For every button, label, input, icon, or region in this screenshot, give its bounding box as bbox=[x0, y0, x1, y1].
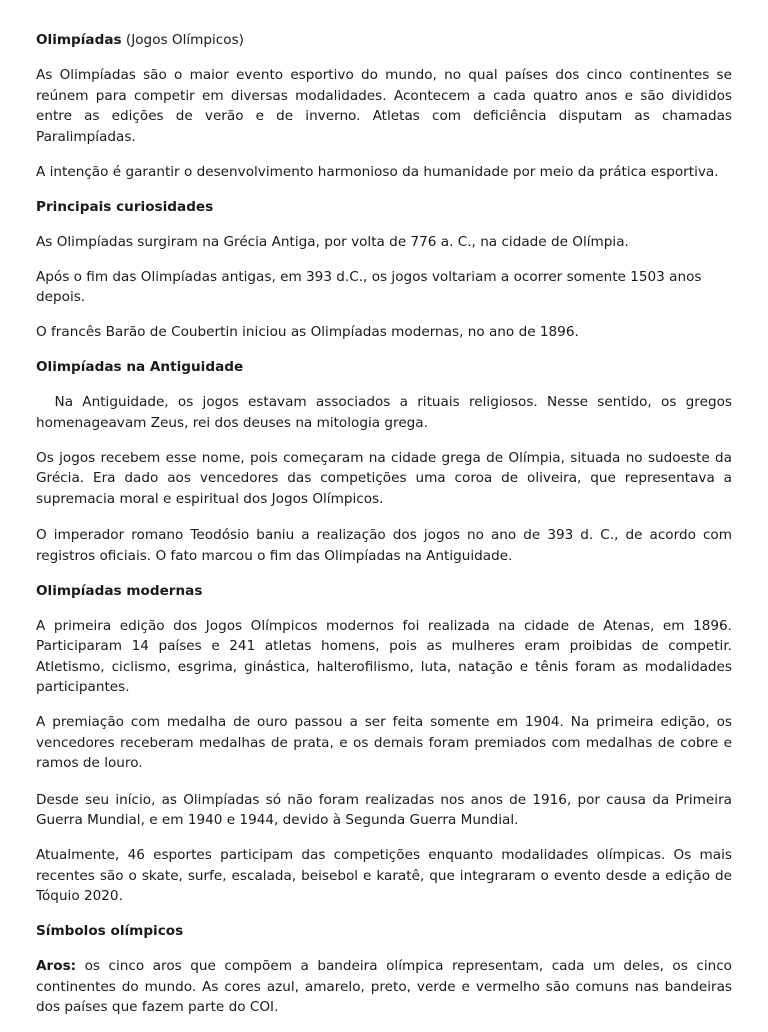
document-title bbox=[36, 30, 732, 51]
curiosidades-paragraph-1: As Olimpíadas surgiram na Grécia Antiga, por volta de 776 a. C., na cidade de Olímpia. bbox=[36, 233, 629, 250]
section-heading-modernas bbox=[36, 581, 732, 602]
modernas-paragraph-3: Desde seu início, as Olimpíadas só não foram realizadas nos anos de 1916, por causa da Primeira Guerra Mundial, e em 1940 e 1944, devido à Segunda Guerra Mundial. bbox=[36, 791, 732, 828]
antiguidade-paragraph-3: O imperador romano Teodósio baniu a realização dos jogos no ano de 393 d. C., de acordo com registros oficiais. O fato marcou o fim das Olimpíadas na Antiguidade. bbox=[36, 527, 732, 564]
intro-paragraph-1: As Olimpíadas são o maior evento esportivo do mundo, no qual países dos cinco continentes se reúnem para competir em diversas modalidades. Acontecem a cada quatro anos e são divididos entre as edições de verão e de inverno. Atletas com deficiência disputam as chamadas Paralimpíadas. bbox=[36, 67, 732, 145]
curiosidades-paragraph-2: Após o fim das Olimpíadas antigas, em 393 d.C., os jogos voltariam a ocorrer somente 1503 anos depois. bbox=[36, 268, 702, 305]
heading-text: Símbolos olímpicos bbox=[36, 923, 184, 939]
section-heading-simbolos bbox=[36, 921, 732, 942]
heading-text: Principais curiosidades bbox=[36, 198, 214, 215]
section-heading-curiosidades bbox=[36, 197, 732, 218]
aros-label: Aros: bbox=[36, 958, 77, 974]
document-page bbox=[36, 30, 737, 1032]
simbolos-aros-paragraph bbox=[36, 956, 732, 1018]
modernas-paragraph-1: A primeira edição dos Jogos Olímpicos modernos foi realizada na cidade de Atenas, em 1896. Participaram 14 países e 241 atletas homens, pois as mulheres eram proibidas de competir. Atletismo, ciclismo, esgrima, ginástica, halterofilismo, luta, natação e tênis foram as modalidades participantes. bbox=[36, 617, 732, 695]
aros-text: os cinco aros que compõem a bandeira olímpica representam, cada um deles, os cinco continentes do mundo. As cores azul, amarelo, preto, verde e vermelho são comuns nas bandeiras dos países que fazem parte do COI. bbox=[36, 958, 732, 1015]
heading-text: Olimpíadas na Antiguidade bbox=[36, 359, 244, 375]
antiguidade-paragraph-1: Na Antiguidade, os jogos estavam associados a rituais religiosos. Nesse sentido, os gregos homenageavam Zeus, rei dos deuses na mitologia grega. bbox=[36, 394, 737, 431]
curiosidades-paragraph-3: O francês Barão de Coubertin iniciou as Olimpíadas modernas, no ano de 1896. bbox=[36, 324, 579, 340]
section-heading-antiguidade bbox=[36, 357, 732, 378]
intro-paragraph-2: A intenção é garantir o desenvolvimento harmonioso da humanidade por meio da prática esportiva. bbox=[36, 163, 719, 180]
title-subtitle: (Jogos Olímpicos) bbox=[121, 32, 244, 48]
antiguidade-paragraph-2: Os jogos recebem esse nome, pois começaram na cidade grega de Olímpia, situada no sudoeste da Grécia. Era dado aos vencedores das competições uma coroa de oliveira, que representava a supremacia moral e espiritual dos Jogos Olímpicos. bbox=[36, 449, 732, 507]
modernas-paragraph-4: Atualmente, 46 esportes participam das competições enquanto modalidades olímpicas. Os mais recentes são o skate, surfe, escalada, beisebol e karatê, que integraram o evento desde a edição de Tóquio 2020. bbox=[36, 847, 732, 904]
modernas-paragraph-2: A premiação com medalha de ouro passou a ser feita somente em 1904. Na primeira edição, os vencedores receberam medalhas de prata, e os demais foram premiados com medalhas de cobre e ramos de louro. bbox=[36, 714, 732, 771]
heading-text: Olimpíadas modernas bbox=[36, 582, 203, 599]
title-bold: Olimpíadas bbox=[36, 32, 122, 48]
